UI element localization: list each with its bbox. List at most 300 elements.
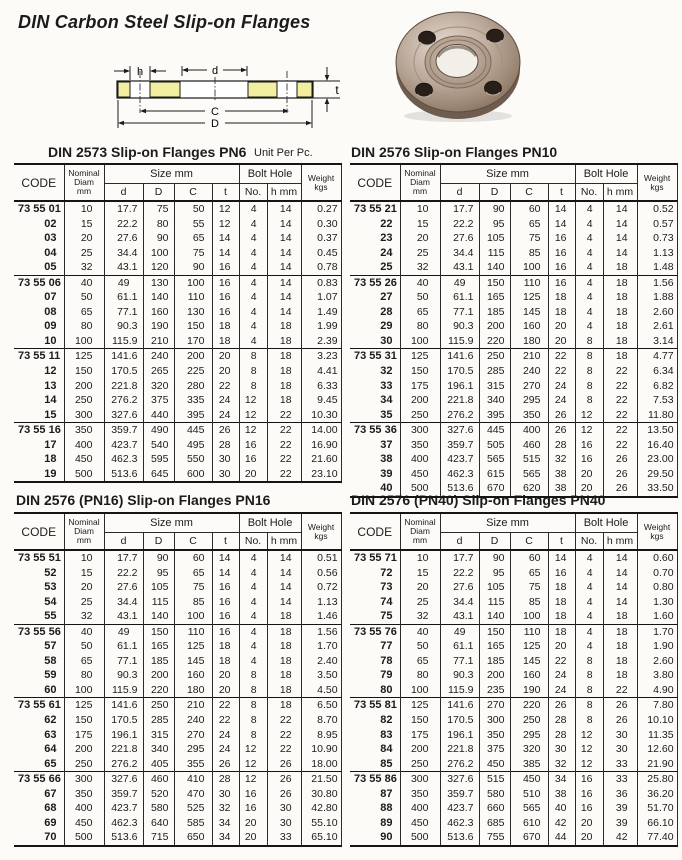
code-cell: 30 — [350, 334, 400, 349]
value-cell: 8 — [575, 334, 603, 349]
value-cell: 38 — [548, 787, 575, 802]
dim-label-C: C — [211, 106, 219, 118]
code-cell: 23 — [350, 231, 400, 246]
value-cell: 26 — [267, 772, 301, 787]
value-cell: 265 — [143, 364, 174, 379]
header-cell: Weight kgs — [637, 513, 677, 550]
value-cell: 100 — [64, 683, 104, 698]
value-cell: 21.90 — [637, 757, 677, 772]
value-cell: 210 — [143, 334, 174, 349]
value-cell: 18 — [548, 609, 575, 624]
value-cell: 18 — [603, 334, 637, 349]
value-cell: 18 — [548, 305, 575, 320]
value-cell: 445 — [479, 423, 510, 438]
value-cell: 4 — [239, 550, 267, 566]
table-row — [14, 305, 341, 320]
header-cell: C — [174, 533, 212, 551]
value-cell: 450 — [400, 467, 440, 482]
value-cell: 18 — [548, 580, 575, 595]
value-cell: 8 — [239, 349, 267, 364]
value-cell: 18 — [267, 698, 301, 713]
value-cell: 359.7 — [104, 423, 143, 438]
value-cell: 580 — [143, 801, 174, 816]
value-cell: 462.3 — [104, 452, 143, 467]
value-cell: 20 — [575, 830, 603, 846]
value-cell: 14 — [603, 217, 637, 232]
code-cell: 27 — [350, 290, 400, 305]
value-cell: 60 — [510, 550, 548, 566]
value-cell: 90 — [479, 550, 510, 566]
table-row — [350, 290, 677, 305]
table-row — [350, 364, 677, 379]
value-cell: 400 — [400, 801, 440, 816]
value-cell: 14 — [603, 580, 637, 595]
flange-photo — [392, 6, 534, 126]
table-pn6 — [14, 163, 342, 483]
value-cell: 22 — [548, 364, 575, 379]
value-cell: 18 — [212, 334, 239, 349]
table-row — [14, 393, 341, 408]
value-cell: 110 — [174, 290, 212, 305]
value-cell: 25 — [64, 246, 104, 261]
value-cell: 1.88 — [637, 290, 677, 305]
code-cell: 58 — [14, 654, 64, 669]
value-cell: 14 — [267, 290, 301, 305]
value-cell: 27.6 — [440, 231, 479, 246]
table-row — [350, 481, 677, 497]
value-cell: 24 — [548, 683, 575, 698]
value-cell: 18 — [267, 319, 301, 334]
value-cell: 28 — [212, 772, 239, 787]
code-cell: 39 — [350, 467, 400, 482]
table-title-pn6: DIN 2573 Slip-on Flanges PN6 — [48, 144, 247, 160]
table-row — [14, 334, 341, 349]
table-row — [350, 683, 677, 698]
value-cell: 65 — [64, 305, 104, 320]
code-cell: 85 — [350, 757, 400, 772]
table-row — [14, 408, 341, 423]
value-cell: 1.56 — [301, 624, 341, 639]
value-cell: 51.70 — [637, 801, 677, 816]
code-cell: 73 — [350, 580, 400, 595]
header-cell: CODE — [350, 164, 400, 201]
value-cell: 14 — [603, 231, 637, 246]
value-cell: 220 — [143, 683, 174, 698]
value-cell: 450 — [64, 816, 104, 831]
value-cell: 18 — [603, 654, 637, 669]
value-cell: 22.2 — [104, 566, 143, 581]
table-row — [350, 349, 677, 364]
value-cell: 85 — [510, 595, 548, 610]
value-cell: 55 — [174, 217, 212, 232]
code-cell: 59 — [14, 668, 64, 683]
code-cell: 25 — [350, 260, 400, 275]
value-cell: 30 — [267, 801, 301, 816]
value-cell: 12 — [575, 408, 603, 423]
value-cell: 210 — [174, 698, 212, 713]
header-cell: h mm — [267, 533, 301, 551]
value-cell: 18 — [267, 654, 301, 669]
value-cell: 12 — [575, 742, 603, 757]
value-cell: 16 — [575, 438, 603, 453]
value-cell: 40 — [64, 624, 104, 639]
value-cell: 125 — [64, 698, 104, 713]
header-cell: h mm — [603, 533, 637, 551]
value-cell: 95 — [479, 566, 510, 581]
table-row — [350, 668, 677, 683]
value-cell: 200 — [64, 379, 104, 394]
value-cell: 100 — [400, 334, 440, 349]
value-cell: 20 — [64, 580, 104, 595]
code-cell: 60 — [14, 683, 64, 698]
value-cell: 445 — [174, 423, 212, 438]
value-cell: 221.8 — [440, 742, 479, 757]
value-cell: 22.2 — [440, 566, 479, 581]
value-cell: 8 — [575, 654, 603, 669]
value-cell: 515 — [479, 772, 510, 787]
value-cell: 61.1 — [104, 639, 143, 654]
value-cell: 16 — [548, 246, 575, 261]
code-cell: 73 55 16 — [14, 423, 64, 438]
table-row — [350, 305, 677, 320]
value-cell: 43.1 — [440, 260, 479, 275]
value-cell: 1.56 — [637, 275, 677, 290]
value-cell: 0.30 — [301, 217, 341, 232]
table-row — [14, 595, 341, 610]
value-cell: 16 — [239, 801, 267, 816]
value-cell: 640 — [143, 816, 174, 831]
value-cell: 4 — [575, 550, 603, 566]
value-cell: 50 — [64, 290, 104, 305]
value-cell: 2.40 — [301, 654, 341, 669]
value-cell: 30 — [212, 787, 239, 802]
value-cell: 130 — [143, 275, 174, 290]
value-cell: 11.80 — [637, 408, 677, 423]
value-cell: 65.10 — [301, 830, 341, 846]
value-cell: 60 — [510, 201, 548, 217]
value-cell: 685 — [479, 816, 510, 831]
value-cell: 18 — [603, 275, 637, 290]
value-cell: 22 — [603, 438, 637, 453]
value-cell: 85 — [510, 246, 548, 261]
value-cell: 150 — [479, 624, 510, 639]
value-cell: 150 — [400, 364, 440, 379]
code-cell: 05 — [14, 260, 64, 275]
table-row — [14, 364, 341, 379]
code-cell: 87 — [350, 787, 400, 802]
value-cell: 4 — [239, 260, 267, 275]
table-row — [14, 275, 341, 290]
value-cell: 500 — [64, 830, 104, 846]
code-cell: 57 — [14, 639, 64, 654]
value-cell: 276.2 — [440, 757, 479, 772]
value-cell: 221.8 — [104, 742, 143, 757]
value-cell: 141.6 — [440, 698, 479, 713]
table-pn40 — [350, 512, 678, 847]
value-cell: 1.60 — [637, 609, 677, 624]
header-cell: t — [212, 533, 239, 551]
value-cell: 27.6 — [440, 580, 479, 595]
value-cell: 22 — [603, 393, 637, 408]
value-cell: 4 — [575, 260, 603, 275]
table-row — [14, 757, 341, 772]
value-cell: 565 — [479, 452, 510, 467]
value-cell: 18 — [267, 668, 301, 683]
value-cell: 115 — [479, 246, 510, 261]
header-cell: d — [440, 184, 479, 202]
value-cell: 34 — [212, 816, 239, 831]
code-cell: 73 55 71 — [350, 550, 400, 566]
value-cell: 110 — [510, 624, 548, 639]
value-cell: 276.2 — [104, 393, 143, 408]
value-cell: 17.7 — [104, 550, 143, 566]
value-cell: 29.50 — [637, 467, 677, 482]
value-cell: 95 — [143, 566, 174, 581]
value-cell: 462.3 — [104, 816, 143, 831]
value-cell: 12 — [575, 757, 603, 772]
value-cell: 423.7 — [440, 801, 479, 816]
value-cell: 15 — [64, 217, 104, 232]
value-cell: 170.5 — [104, 364, 143, 379]
value-cell: 38 — [548, 467, 575, 482]
value-cell: 22 — [548, 654, 575, 669]
flange-spec-table — [14, 512, 342, 847]
value-cell: 24 — [212, 728, 239, 743]
value-cell: 20 — [400, 580, 440, 595]
value-cell: 22 — [267, 713, 301, 728]
flange-spec-table — [350, 512, 678, 847]
value-cell: 16 — [212, 580, 239, 595]
value-cell: 0.60 — [637, 550, 677, 566]
value-cell: 32 — [64, 609, 104, 624]
code-cell: 83 — [350, 728, 400, 743]
value-cell: 50 — [64, 639, 104, 654]
value-cell: 14 — [212, 550, 239, 566]
code-cell: 73 55 11 — [14, 349, 64, 364]
value-cell: 1.48 — [637, 260, 677, 275]
header-cell: h mm — [603, 184, 637, 202]
table-row — [350, 550, 677, 566]
header-cell: C — [174, 184, 212, 202]
value-cell: 22 — [267, 423, 301, 438]
value-cell: 27.6 — [104, 580, 143, 595]
value-cell: 20 — [575, 816, 603, 831]
value-cell: 4 — [575, 217, 603, 232]
value-cell: 28 — [548, 713, 575, 728]
value-cell: 4 — [575, 319, 603, 334]
value-cell: 4 — [575, 305, 603, 320]
value-cell: 66.10 — [637, 816, 677, 831]
table-row — [14, 217, 341, 232]
code-cell: 02 — [14, 217, 64, 232]
value-cell: 18 — [267, 349, 301, 364]
value-cell: 16 — [212, 275, 239, 290]
value-cell: 1.70 — [301, 639, 341, 654]
value-cell: 4 — [239, 580, 267, 595]
value-cell: 295 — [174, 742, 212, 757]
value-cell: 26 — [603, 467, 637, 482]
value-cell: 80 — [400, 319, 440, 334]
value-cell: 400 — [510, 423, 548, 438]
value-cell: 1.13 — [301, 595, 341, 610]
header-cell: Bolt Hole — [575, 513, 637, 533]
value-cell: 2.60 — [637, 305, 677, 320]
value-cell: 385 — [510, 757, 548, 772]
value-cell: 32 — [548, 757, 575, 772]
value-cell: 36.20 — [637, 787, 677, 802]
value-cell: 80 — [64, 668, 104, 683]
value-cell: 0.52 — [637, 201, 677, 217]
value-cell: 423.7 — [440, 452, 479, 467]
value-cell: 33 — [267, 830, 301, 846]
value-cell: 235 — [479, 683, 510, 698]
value-cell: 670 — [479, 481, 510, 497]
value-cell: 6.33 — [301, 379, 341, 394]
table-title-pn40: DIN 2576 (PN40) Slip-on Flanges PN40 — [351, 492, 606, 508]
value-cell: 14 — [267, 580, 301, 595]
value-cell: 8 — [239, 713, 267, 728]
table-row — [350, 201, 677, 217]
value-cell: 49 — [104, 275, 143, 290]
value-cell: 14 — [603, 595, 637, 610]
code-cell: 40 — [350, 481, 400, 497]
value-cell: 18 — [603, 609, 637, 624]
value-cell: 17.7 — [440, 201, 479, 217]
value-cell: 16 — [548, 231, 575, 246]
header-cell: D — [143, 533, 174, 551]
header-cell: D — [479, 184, 510, 202]
value-cell: 4 — [239, 334, 267, 349]
table-row — [350, 566, 677, 581]
value-cell: 22 — [212, 698, 239, 713]
value-cell: 450 — [400, 816, 440, 831]
table-pn10 — [350, 163, 678, 498]
value-cell: 150 — [174, 319, 212, 334]
value-cell: 14 — [548, 217, 575, 232]
value-cell: 4 — [239, 624, 267, 639]
value-cell: 375 — [143, 393, 174, 408]
value-cell: 18 — [267, 379, 301, 394]
header-cell: Weight kgs — [637, 164, 677, 201]
value-cell: 8.95 — [301, 728, 341, 743]
code-cell: 70 — [14, 830, 64, 846]
value-cell: 1.90 — [637, 639, 677, 654]
value-cell: 20 — [64, 231, 104, 246]
value-cell: 585 — [174, 816, 212, 831]
value-cell: 20 — [212, 683, 239, 698]
value-cell: 4 — [239, 305, 267, 320]
header-cell: Nominal Diam mm — [64, 513, 104, 550]
value-cell: 10 — [64, 550, 104, 566]
value-cell: 170 — [174, 334, 212, 349]
value-cell: 375 — [479, 742, 510, 757]
value-cell: 14 — [267, 566, 301, 581]
table-row — [350, 319, 677, 334]
value-cell: 8 — [575, 349, 603, 364]
code-cell: 10 — [14, 334, 64, 349]
table-row — [350, 423, 677, 438]
table-row — [14, 609, 341, 624]
value-cell: 400 — [64, 438, 104, 453]
value-cell: 14 — [267, 595, 301, 610]
value-cell: 395 — [174, 408, 212, 423]
value-cell: 4 — [575, 624, 603, 639]
code-cell: 89 — [350, 816, 400, 831]
header-cell: Nominal Diam mm — [400, 513, 440, 550]
table-pn16 — [14, 512, 342, 847]
value-cell: 77.1 — [440, 654, 479, 669]
value-cell: 115.9 — [440, 683, 479, 698]
value-cell: 423.7 — [104, 801, 143, 816]
value-cell: 4.50 — [301, 683, 341, 698]
code-cell: 13 — [14, 379, 64, 394]
value-cell: 0.73 — [637, 231, 677, 246]
value-cell: 80 — [64, 319, 104, 334]
table-row — [14, 668, 341, 683]
value-cell: 8 — [239, 379, 267, 394]
value-cell: 90 — [479, 201, 510, 217]
value-cell: 125 — [510, 290, 548, 305]
value-cell: 0.56 — [301, 566, 341, 581]
value-cell: 40 — [400, 624, 440, 639]
value-cell: 0.37 — [301, 231, 341, 246]
value-cell: 40 — [400, 275, 440, 290]
value-cell: 24 — [548, 668, 575, 683]
value-cell: 34.4 — [104, 246, 143, 261]
value-cell: 18 — [267, 609, 301, 624]
table-row — [14, 379, 341, 394]
value-cell: 565 — [510, 467, 548, 482]
value-cell: 40 — [548, 801, 575, 816]
value-cell: 100 — [510, 260, 548, 275]
header-cell: Size mm — [104, 164, 239, 184]
value-cell: 43.1 — [440, 609, 479, 624]
value-cell: 3.50 — [301, 668, 341, 683]
value-cell: 450 — [510, 772, 548, 787]
value-cell: 115 — [479, 595, 510, 610]
value-cell: 4 — [239, 231, 267, 246]
value-cell: 8 — [575, 683, 603, 698]
value-cell: 200 — [400, 393, 440, 408]
value-cell: 3.23 — [301, 349, 341, 364]
code-cell: 82 — [350, 713, 400, 728]
value-cell: 15 — [400, 566, 440, 581]
value-cell: 460 — [143, 772, 174, 787]
header-cell: Nominal Diam mm — [400, 164, 440, 201]
value-cell: 14 — [267, 246, 301, 261]
value-cell: 90 — [143, 231, 174, 246]
value-cell: 33 — [603, 757, 637, 772]
value-cell: 14 — [548, 201, 575, 217]
value-cell: 75 — [510, 231, 548, 246]
value-cell: 26 — [603, 481, 637, 497]
value-cell: 22 — [603, 423, 637, 438]
value-cell: 2.39 — [301, 334, 341, 349]
value-cell: 4 — [239, 654, 267, 669]
value-cell: 221.8 — [104, 379, 143, 394]
value-cell: 90 — [174, 260, 212, 275]
dim-label-d: d — [211, 65, 219, 77]
value-cell: 42.80 — [301, 801, 341, 816]
table-row — [350, 624, 677, 639]
value-cell: 1.46 — [301, 609, 341, 624]
value-cell: 33 — [603, 772, 637, 787]
value-cell: 40 — [64, 275, 104, 290]
table-row — [14, 566, 341, 581]
value-cell: 21.60 — [301, 452, 341, 467]
value-cell: 125 — [510, 639, 548, 654]
value-cell: 125 — [64, 349, 104, 364]
